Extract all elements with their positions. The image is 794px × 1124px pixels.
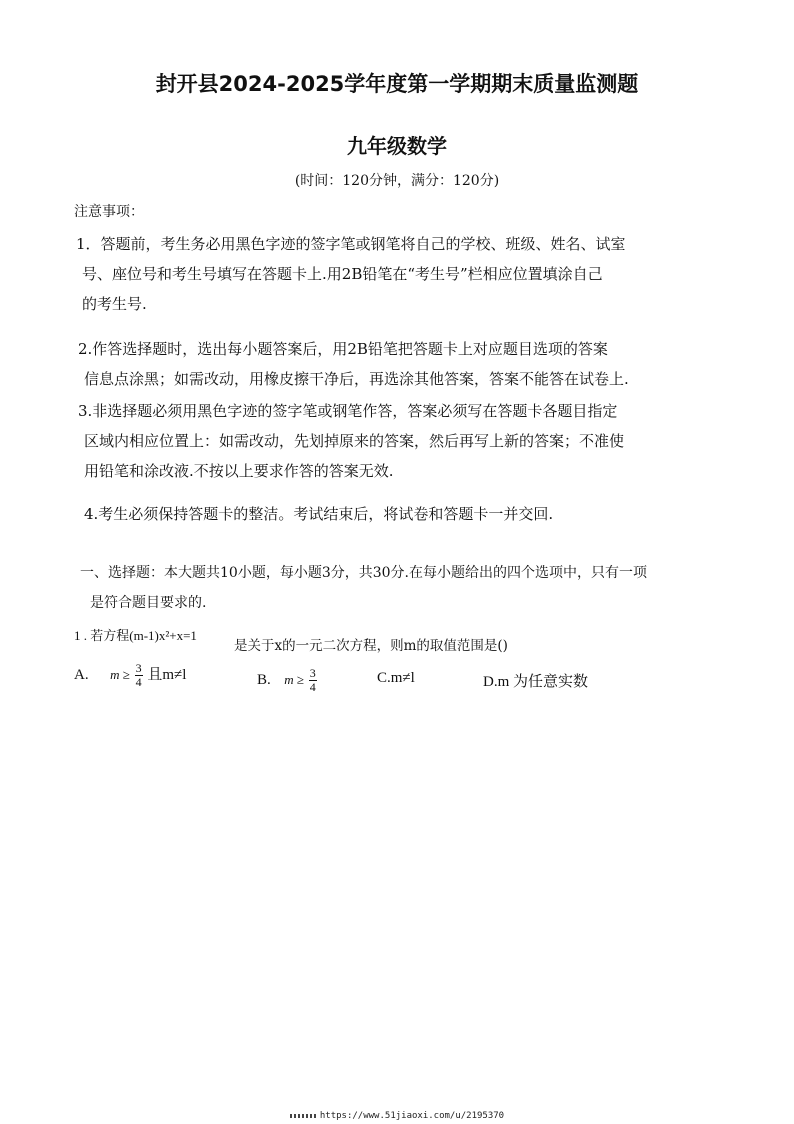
question-1-option-c: C.m≠l	[377, 670, 415, 686]
footer	[0, 1111, 794, 1121]
exam-title: 封开县2024-2025学年度第一学期期末质量监测题	[155, 72, 639, 96]
option-b-numerator: 3	[309, 666, 316, 680]
option-a-variable: m ≥	[110, 666, 130, 682]
watermark-logo	[290, 1114, 316, 1118]
question-1-stem-part-2: 是关于x的一元二次方程，则m的取值范围是()	[234, 638, 508, 654]
notice-item-3-line-3: 用铅笔和涂改液.不按以上要求作答的答案无效.	[84, 462, 394, 480]
section-1-intro	[80, 558, 647, 618]
time-info: (时间：120分钟，满分：120分)	[294, 173, 500, 189]
option-a-tail: 且m≠l	[147, 666, 187, 683]
notice-item-1-line-3: 的考生号.	[82, 295, 147, 313]
notice-item-4	[84, 499, 553, 529]
footer-url[interactable]: https://www.51jiaoxi.com/u/2195370	[319, 1111, 505, 1121]
question-1-stem-part-1: 1 . 若方程(m-1)x²+x=1	[74, 628, 197, 643]
section-1-line-1: 一、选择题：本大题共10小题，每小题3分，共30分.在每小题给出的四个选项中，只有一项	[80, 565, 647, 581]
notice-item-3-line-1: 3.非选择题必须用黑色字迹的签字笔或钢笔作答，答案必须写在答题卡各题目指定	[78, 402, 618, 420]
notice-item-1	[76, 229, 626, 319]
notice-item-1-line-1: 1．答题前，考生务必用黑色字迹的签字笔或钢笔将自己的学校、班级、姓名、试室	[76, 235, 626, 253]
option-a-numerator: 3	[135, 661, 142, 675]
notice-item-3	[78, 396, 624, 486]
notice-item-2-line-2: 信息点涂黑；如需改动，用橡皮擦干净后，再选涂其他答案，答案不能答在试卷上.	[84, 370, 629, 388]
option-a-fraction	[135, 662, 143, 689]
option-a-denominator: 4	[135, 675, 142, 689]
option-b-label: B.	[257, 671, 271, 688]
option-b-fraction	[309, 667, 317, 694]
notice-item-1-line-2: 号、座位号和考生号填写在答题卡上.用2B铅笔在“考生号”栏相应位置填涂自己	[82, 265, 603, 283]
option-a-label: A.	[74, 666, 89, 683]
notice-item-2	[78, 334, 629, 394]
section-1-line-2: 是符合题目要求的.	[90, 595, 207, 611]
option-b-denominator: 4	[309, 680, 316, 694]
question-1-option-d: D.m 为任意实数	[483, 674, 589, 690]
notice-item-2-line-1: 2.作答选择题时，选出每小题答案后，用2B铅笔把答题卡上对应题目选项的答案	[78, 340, 608, 358]
question-1-option-a	[74, 662, 186, 689]
exam-subtitle: 九年级数学	[347, 134, 447, 158]
question-1-option-b	[257, 667, 318, 694]
notice-heading: 注意事项：	[74, 204, 144, 220]
notice-item-3-line-2: 区域内相应位置上：如需改动，先划掉原来的答案，然后再写上新的答案；不准使	[84, 432, 625, 450]
option-b-variable: m ≥	[284, 671, 305, 687]
notice-item-4-line-1: 4.考生必须保持答题卡的整洁。考试结束后，将试卷和答题卡一并交回.	[84, 505, 554, 523]
